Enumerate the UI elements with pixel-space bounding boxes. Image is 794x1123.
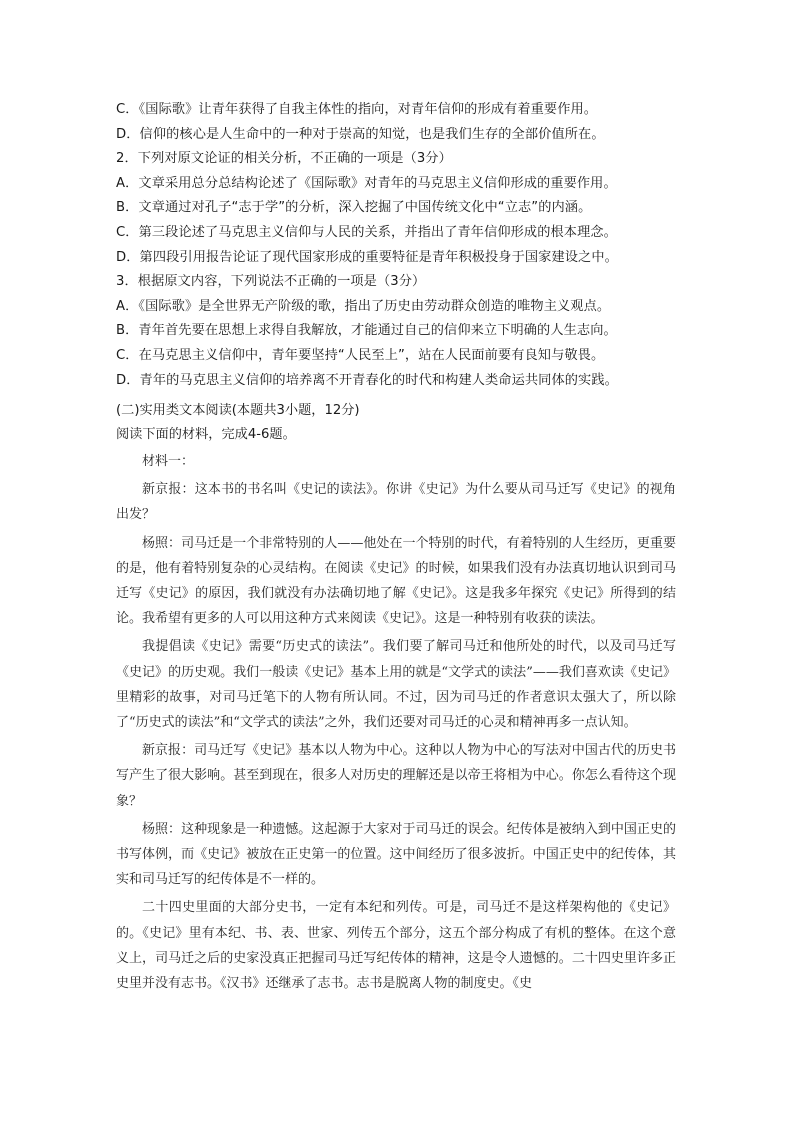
section-instruction: 阅读下面的材料，完成4-6题。: [116, 427, 296, 442]
question-line: D．信仰的核心是人生命中的一种对于崇高的知觉，也是我们生存的全部价值所在。: [116, 126, 605, 142]
material-paragraph: 杨照：司马迁是一个非常特别的人——他处在一个特别的时代，有着特别的人生经历，更重要的是，他有着特别复杂的心灵结构。在阅读《史记》的时候，如果我们没有办法真切地认识到司马迁写《史记》的原因，我们就没有办法确切地了解《史记》。这是我多年探究《史记》所得到的结论。我希望有更多的人可以用这种方式来阅读《史记》。这是一种特别有收获的读法。: [116, 535, 676, 627]
question-line: C．在马克思主义信仰中，青年要坚持“人民至上”，站在人民面前要有良知与敬畏。: [116, 347, 605, 363]
material-paragraph: 我提倡读《史记》需要“历史式的读法”。我们要了解司马迁和他所处的时代，以及司马迁写《史记》的历史观。我们一般读《史记》基本上用的就是“文学式的读法”——我们喜欢读《史记》里精彩的故事，对司马迁笔下的人物有所认同。不过，因为司马迁的作者意识太强大了，所以除了“历史式的读法”和“文学式的读法”之外，我们还要对司马迁的心灵和精神再多一点认知。: [116, 639, 676, 731]
question-line: D．第四段引用报告论证了现代国家形成的重要特征是青年积极投身于国家建设之中。: [116, 249, 618, 265]
question-line: C．《国际歌》让青年获得了自我主体性的指向，对青年信仰的形成有着重要作用。: [116, 102, 598, 117]
question-line: C．第三段论述了马克思主义信仰与人民的关系，并指出了青年信仰形成的根本理念。: [116, 224, 617, 240]
material-text: [116, 447, 676, 996]
material-paragraph: 二十四史里面的大部分史书，一定有本纪和列传。可是，司马迁不是这样架构他的《史记》的。《史记》里有本纪、书、表、世家、列传五个部分，这五个部分构成了有机的整体。在这个意义上，司马迁之后的史家没真正把握司马迁写纪传体的精神，这是令人遗憾的。二十四史里许多正史里并没有志书。《汉书》还继承了志书。志书是脱离人物的制度史。《史: [116, 900, 676, 992]
question-line: 3．根据原文内容，下列说法不正确的一项是（3分）: [116, 274, 426, 290]
section-header: [116, 399, 676, 447]
question-block: [116, 98, 676, 393]
question-line: A．《国际歌》是全世界无产阶级的歌，指出了历史由劳动群众创造的唯物主义观点。: [116, 298, 611, 314]
material-paragraph: 杨照：这种现象是一种遗憾。这起源于大家对于司马迁的误会。纪传体是被纳入到中国正史的书写体例，而《史记》被放在正史第一的位置。这中间经历了很多波折。中国正史中的纪传体，其实和司马迁写的纪传体是不一样的。: [116, 821, 676, 888]
section-heading: (二)实用类文本阅读(本题共3小题，12分): [116, 403, 360, 418]
question-line: D．青年的马克思主义信仰的培养离不开青春化的时代和构建人类命运共同体的实践。: [116, 372, 618, 388]
material-paragraph: 新京报：这本书的书名叫《史记的读法》。你讲《史记》为什么要从司马迁写《史记》的视角出发？: [116, 482, 676, 523]
material-paragraph: 新京报：司马迁写《史记》基本以人物为中心。这种以人物为中心的写法对中国古代的历史书写产生了很大影响。甚至到现在，很多人对历史的理解还是以帝王将相为中心。你怎么看待这个现象？: [116, 743, 676, 809]
question-line: A．文章采用总分总结构论述了《国际歌》对青年的马克思主义信仰形成的重要作用。: [116, 175, 617, 191]
question-line: B．文章通过对孔子“志于学”的分析，深入挖掘了中国传统文化中“立志”的内涵。: [116, 200, 592, 216]
material-label: 材料一：: [142, 454, 195, 469]
question-line: 2．下列对原文论证的相关分析，不正确的一项是（3分）: [116, 151, 452, 167]
question-line: B．青年首先要在思想上求得自我解放，才能通过自己的信仰来立下明确的人生志向。: [116, 323, 617, 339]
